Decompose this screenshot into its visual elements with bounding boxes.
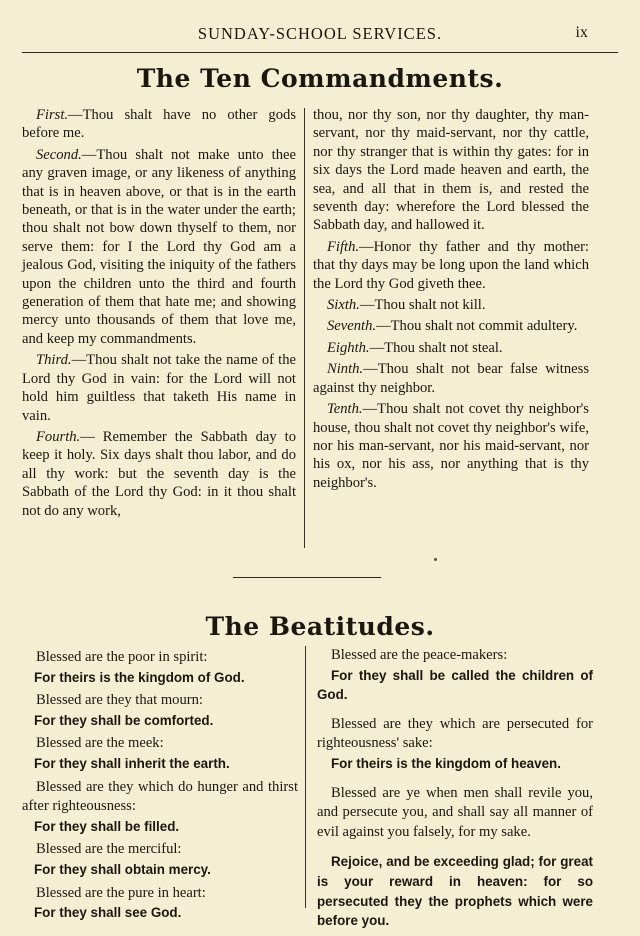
- beatitude-blessed: Blessed are the pure in heart:: [36, 884, 206, 901]
- commandment-first: First.—Thou shalt have no other gods before me.: [22, 107, 296, 142]
- beatitude-response: For they shall be comforted.: [34, 712, 214, 728]
- beatitude-response: For they shall inherit the earth.: [34, 755, 230, 771]
- commandments-heading: The Ten Commandments.: [136, 64, 504, 93]
- beatitude-blessed: Blessed are they that mourn:: [36, 692, 203, 709]
- commandment-fifth: Fifth.—Honor thy father and thy mother: that thy days may be long upon the land which the Lord thy God giveth thee.: [313, 238, 589, 292]
- commandment-ninth: Ninth.—Thou shalt not bear false witness against thy neighbor.: [313, 361, 589, 396]
- commandment-eighth: Eighth.—Thou shalt not steal.: [327, 339, 503, 356]
- commandment-second: Second.—Thou shalt not make unto thee any graven image, or any likeness of anything that is in heaven above, or that is in the earth beneath, or that is in the water under the earth; thou shalt not bow down thyself to them, nor serve them: for I the Lord thy God am a jealous God, visiting the iniquity of the fathers upon the children unto the third and fourth generation of them that hate me; and showing mercy unto thousands of them that love me, and keep my commandments.: [22, 146, 296, 347]
- commandments-right-column: [313, 106, 589, 495]
- beatitudes-heading: The Beatitudes.: [205, 612, 435, 641]
- beatitude-response: For they shall see God.: [34, 905, 182, 921]
- beatitude-response: For they shall be called the children of God.: [317, 667, 593, 703]
- beatitude-response: For theirs is the kingdom of God.: [34, 669, 245, 685]
- header-rule: [22, 52, 618, 53]
- commandment-tenth: Tenth.—Thou shalt not covet thy neighbor's house, thou shalt not covet thy neighbor's wife, nor his man-servant, nor his maid-servant, nor his ox, nor his ass, nor anything that is thy neighbor's.: [313, 401, 589, 491]
- decorative-dot: [434, 558, 437, 561]
- beatitude-response: For theirs is the kingdom of heaven.: [331, 755, 561, 771]
- beatitude-blessed: Blessed are the poor in spirit:: [36, 649, 208, 665]
- beatitude-response: For they shall obtain mercy.: [34, 861, 211, 877]
- beatitude-blessed: Blessed are they which do hunger and thirst after righteousness:: [22, 778, 298, 815]
- beatitude-response: Rejoice, and be exceeding glad; for great is your reward in heaven: for so persecuted they the prophets which were before you.: [317, 854, 593, 929]
- commandment-third: Third.—Thou shalt not take the name of the Lord thy God in vain: for the Lord will not hold him guiltless that taketh His name in vain.: [22, 352, 296, 424]
- section-separator: [233, 577, 381, 578]
- running-title: SUNDAY-SCHOOL SERVICES.: [197, 24, 443, 43]
- beatitude-blessed: Blessed are ye when men shall revile you, and persecute you, and shall say all manner of evil against you falsely, for my sake.: [317, 784, 593, 840]
- page-header: [0, 24, 640, 48]
- commandment-seventh: Seventh.—Thou shalt not commit adultery.: [327, 318, 578, 335]
- commandment-fourth: Fourth.— Remember the Sabbath day to keep it holy. Six days shalt thou labor, and do all thy work: but the seventh day is the Sabbath of the Lord thy God: in it thou shalt not do any work,: [22, 428, 296, 519]
- beatitudes-left-column: [22, 648, 298, 927]
- commandment-fourth-continued: thou, nor thy son, nor thy daughter, thy man-servant, nor thy maid-servant, nor thy cattle, nor thy stranger that is within thy gates: for in six days the Lord made heaven and earth, the sea, and all that in them is, and rested the seventh day: wherefore the Lord blessed the Sabbath day, and hallowed it.: [313, 107, 589, 234]
- beatitudes-column-rule: [305, 646, 306, 908]
- beatitude-blessed: Blessed are they which are persecuted for righteousness' sake:: [317, 715, 593, 752]
- beatitude-blessed: Blessed are the meek:: [36, 735, 164, 752]
- beatitudes-right-column: [317, 646, 593, 935]
- page-number: ix: [575, 24, 588, 41]
- commandment-sixth: Sixth.—Thou shalt not kill.: [327, 297, 486, 314]
- beatitude-response: For they shall be filled.: [34, 818, 180, 834]
- commandments-column-rule: [304, 108, 305, 548]
- beatitude-blessed: Blessed are the merciful:: [36, 841, 182, 858]
- commandments-left-column: [22, 106, 296, 523]
- beatitude-blessed: Blessed are the peace-makers:: [331, 647, 508, 663]
